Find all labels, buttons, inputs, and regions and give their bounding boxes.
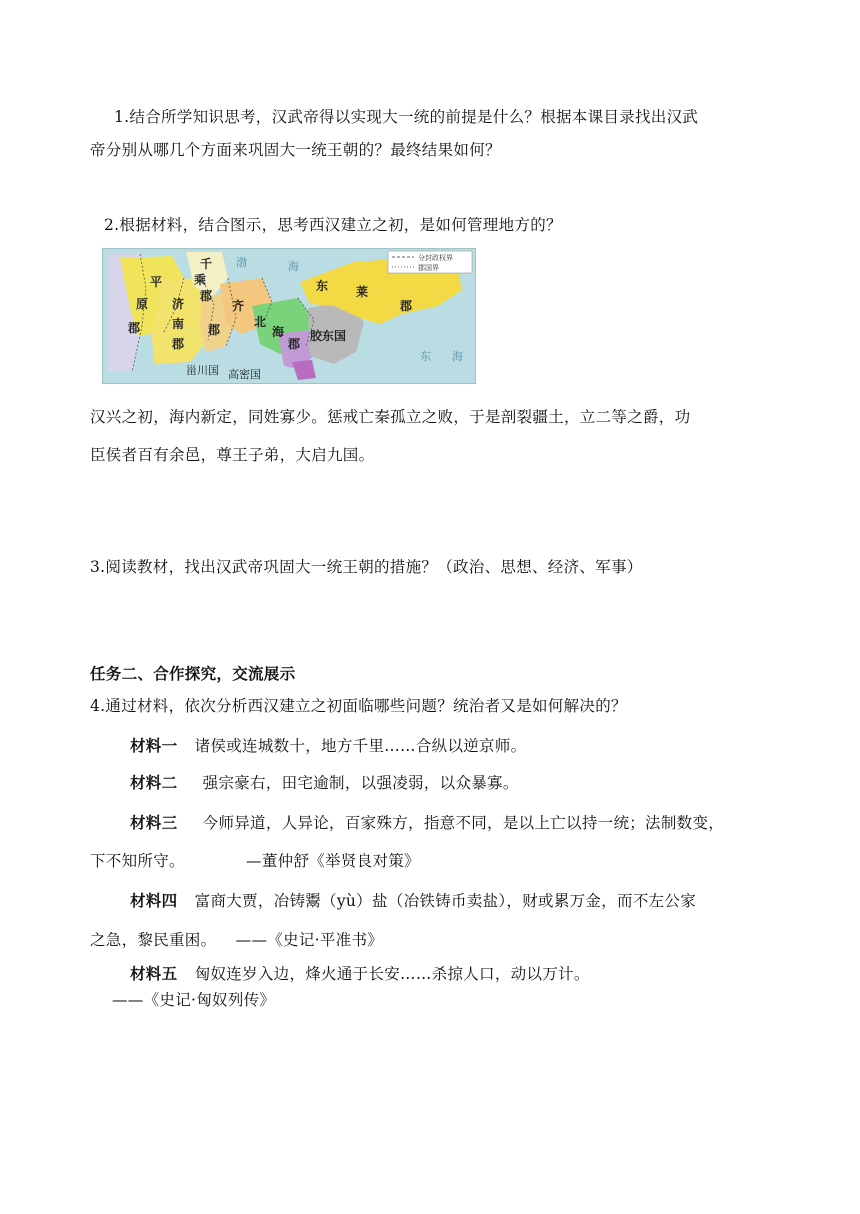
- question-4: 4.通过材料，依次分析西汉建立之初面临哪些问题？统治者又是如何解决的？: [90, 697, 627, 715]
- material-4-text: 富商大贾，冶铸鬻（yù）盐（冶铁铸币卖盐），财或累万金，而不左公家: [194, 892, 697, 910]
- label-bei: 北: [254, 315, 267, 329]
- material-5-label: 材料五: [130, 965, 178, 983]
- label-sea-bo: 渤: [236, 256, 247, 269]
- label-qi: 齐: [232, 299, 245, 313]
- label-pingyuan-jun: 郡: [128, 321, 141, 335]
- label-cheng: 乘: [194, 273, 207, 287]
- label-lai: 莱: [356, 285, 369, 299]
- label-sea-hai: 海: [288, 260, 299, 273]
- task-2-heading: 任务二、合作探究，交流展示: [90, 665, 296, 683]
- label-qian: 千: [200, 257, 213, 271]
- material-3-continuation: 下不知所守。: [90, 852, 185, 870]
- material-5-text: 匈奴连岁入边，烽火通于长安……杀掠人口，动以万计。: [194, 965, 590, 983]
- material-4-label: 材料四: [130, 892, 178, 910]
- label-zichuan: 甾川国: [186, 364, 219, 377]
- material-5: [130, 962, 590, 984]
- label-hai: 海: [272, 325, 285, 339]
- material-4-cont: [90, 928, 383, 950]
- material-3-cont: [90, 849, 420, 871]
- label-qiancheng-jun: 郡: [200, 289, 213, 303]
- passage-line-1: 汉兴之初，海内新定，同姓寡少。惩戒亡秦孤立之败，于是剖裂疆土，立二等之爵，功: [90, 408, 691, 426]
- material-3-label: 材料三: [130, 814, 178, 832]
- label-dong: 东: [316, 279, 329, 293]
- material-2-label: 材料二: [130, 774, 178, 792]
- label-gaomi: 高密国: [228, 368, 261, 381]
- question-3: 3.阅读教材，找出汉武帝巩固大一统王朝的措施？（政治、思想、经济、军事）: [90, 558, 643, 576]
- western-han-map: [102, 248, 476, 384]
- label-qi-jun: 郡: [208, 323, 221, 337]
- label-jiaodong: 胶东国: [310, 329, 347, 343]
- label-sea-dong: 东: [420, 350, 431, 363]
- label-nan: 南: [172, 317, 185, 331]
- material-4-source: ——《史记·平准书》: [235, 931, 384, 949]
- question-1-line-2: 帝分别从哪几个方面来巩固大一统王朝的？最终结果如何？: [90, 141, 501, 159]
- label-ji: 济: [172, 297, 185, 311]
- legend-item-1: 分封政权界: [418, 254, 453, 262]
- material-1: [130, 734, 526, 756]
- label-donglai-jun: 郡: [400, 299, 413, 313]
- material-5-source: ——《史记·匈奴列传》: [112, 991, 276, 1009]
- question-2: 2.根据材料，结合图示，思考西汉建立之初，是如何管理地方的？: [104, 216, 562, 234]
- material-3-text: 今师异道，人异论，百家殊方，指意不同，是以上亡以持一统；法制数变，: [202, 814, 725, 832]
- material-2: [130, 771, 519, 793]
- question-1-line-1: 1.结合所学知识思考，汉武帝得以实现大一统的前提是什么？根据本课目录找出汉武: [114, 108, 699, 126]
- label-sea-hai2: 海: [452, 350, 463, 363]
- legend-item-2: 郡国界: [418, 264, 439, 272]
- label-jinan-jun: 郡: [172, 337, 185, 351]
- material-3-source: —董仲舒《举贤良对策》: [246, 852, 420, 870]
- passage-line-2: 臣侯者百有余邑，尊王子弟，大启九国。: [90, 446, 375, 464]
- material-4-continuation: 之急，黎民重困。: [90, 931, 217, 949]
- label-yuan: 原: [136, 297, 149, 311]
- material-1-text: 诸侯或连城数十，地方千里……合纵以逆京师。: [194, 737, 527, 755]
- label-beihai-jun: 郡: [288, 337, 301, 351]
- label-ping: 平: [150, 275, 163, 289]
- material-4: [130, 889, 696, 911]
- material-2-text: 强宗豪右，田宅逾制，以强凌弱，以众暴寡。: [202, 774, 519, 792]
- material-3: [130, 811, 724, 833]
- material-1-label: 材料一: [130, 737, 178, 755]
